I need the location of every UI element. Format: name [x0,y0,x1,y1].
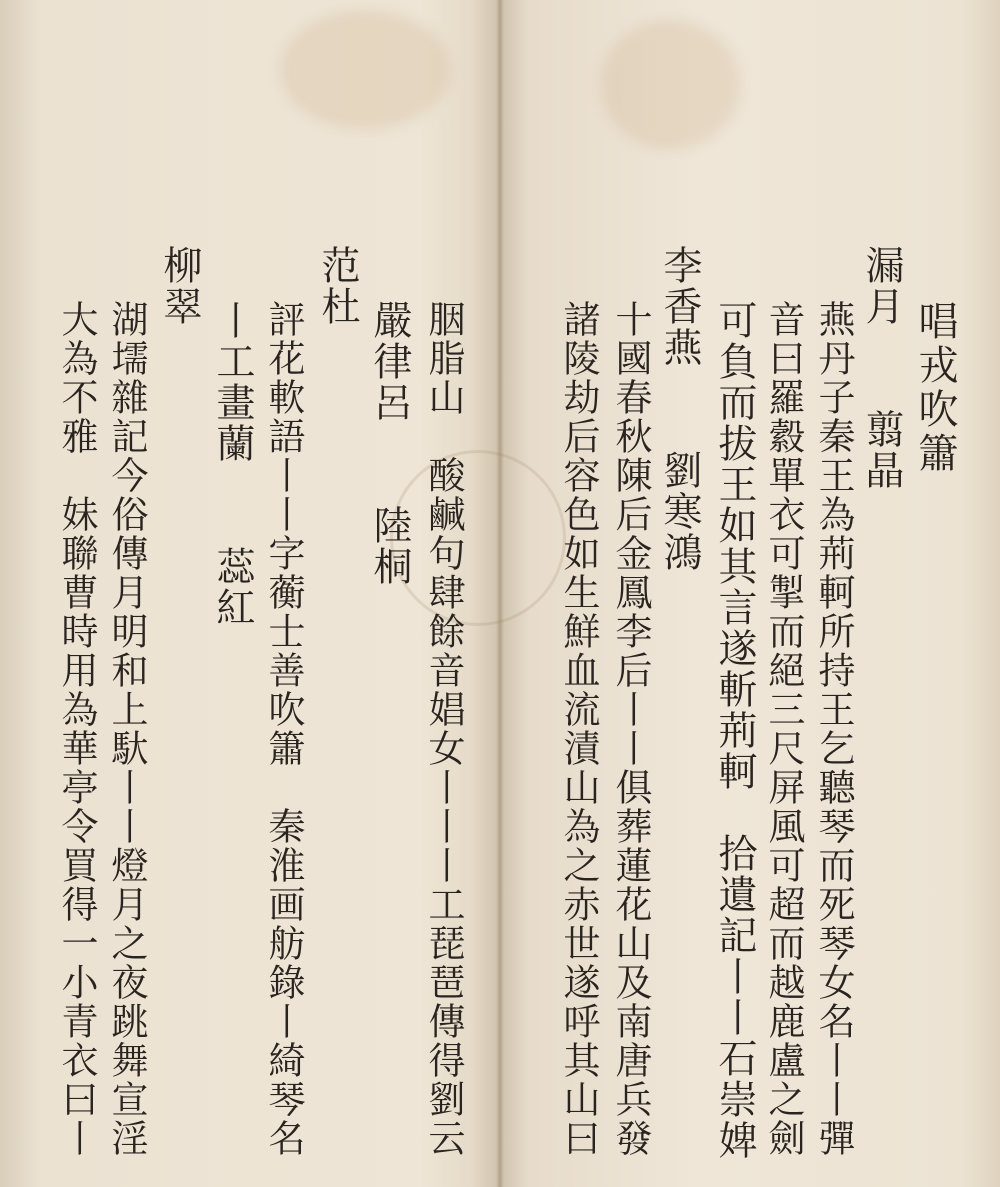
text-column-l2: 嚴律呂 陸桐 [367,300,412,587]
text-column-r3: 燕丹子秦王為荊軻所持王乞聽琴而死琴女名丨丨彈 [812,300,855,1158]
text-column-r2: 漏月 翦晶 [859,245,904,491]
text-column-r8: 諸陵劫后容色如生鮮血流漬山為之赤世遂呼其山曰 [557,300,600,1158]
text-column-l7: 湖壖雜記今俗傳月明和上馱丨丨燈月之夜跳舞宣淫 [105,300,148,1158]
text-column-r7: 十國春秋陳后金鳳李后丨丨俱葬蓮花山及南唐兵發 [609,300,652,1158]
paper-stain [600,20,740,150]
text-column-l3: 范杜 [315,245,360,327]
paper-stain [280,10,450,130]
text-column-l8: 大為不雅 妹聯曹時用為華亭令買得一小青衣曰丨 [55,300,98,1158]
text-column-r5: 可負而拔王如其言遂斬荊軻 拾遺記丨丨石崇婢 [712,300,757,1161]
text-column-l6: 柳翠 [157,245,202,327]
faded-seal-mark [390,450,566,626]
text-column-r4: 音曰羅縠單衣可掣而絕三尺屏風可超而越鹿盧之劍 [762,300,805,1158]
text-column-l5: 丨工畫蘭 蕊紅 [210,300,255,628]
text-column-l4: 評花軟語丨丨字蘅士善吹簫 秦淮画舫錄丨綺琴名 [262,300,305,1158]
text-column-r1: 唱戎吹簫 [912,300,958,476]
text-column-l1: 胭脂山 酸鹹句肆餘音娼女丨丨丨工琵琶傳得劉云 [422,300,465,1158]
text-column-r6: 李香燕 劉寒鴻 [657,245,702,573]
